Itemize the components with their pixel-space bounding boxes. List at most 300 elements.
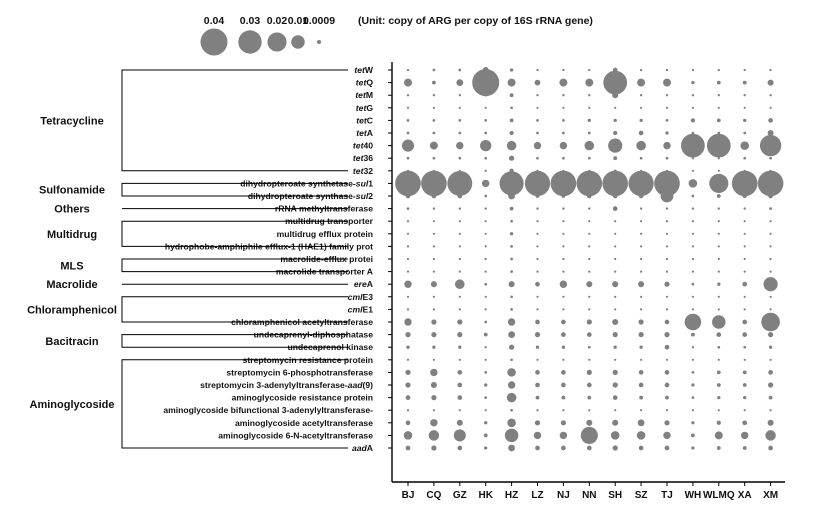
bubble-cmle1-sh xyxy=(614,308,616,310)
bubble-streptomycin-6-phosphotransferase-nn xyxy=(587,370,592,375)
bubble-streptomycin-3-adenylyltransferase-aad-9-wh xyxy=(691,383,694,386)
bubble-aminoglycoside-bifunctional-3-adenylyltransferase-bj xyxy=(407,409,409,411)
bubble-tetg-lz xyxy=(536,107,538,109)
bubble-macrolide-efflux-protei-nj xyxy=(562,258,564,260)
bubble-rrna-methyltransferase-wh xyxy=(692,207,694,209)
bubble-dihydropteroate-synthase-sul2-gz xyxy=(457,194,462,199)
bubble-erea-sz xyxy=(638,281,644,287)
bubble-streptomycin-3-adenylyltransferase-aad-9-cq xyxy=(431,382,437,388)
bubble-streptomycin-3-adenylyltransferase-aad-9-sh xyxy=(613,382,618,387)
bubble-streptomycin-3-adenylyltransferase-aad-9-tj xyxy=(665,383,670,388)
bubble-aminoglycoside-resistance-protein-nn xyxy=(587,396,591,400)
bubble-dihydropteroate-synthetase-sul1-xa xyxy=(732,171,758,197)
bubble-streptomycin-resistance-protein-hk xyxy=(485,359,487,361)
row-label-tet32: tet32 xyxy=(352,165,373,176)
bubble-aminoglycoside-bifunctional-3-adenylyltransferase-wh xyxy=(692,409,694,411)
bubble-macrolide-transporter-a-wlmq xyxy=(718,271,720,273)
bubble-aminoglycoside-resistance-protein-wh xyxy=(692,396,695,399)
bubble-tetm-hk xyxy=(484,94,487,97)
bubble-chloramphenicol-acetyltransferase-cq xyxy=(431,319,436,324)
bubble-aminoglycoside-acetyltransferase-wh xyxy=(691,421,694,424)
bubble-streptomycin-3-adenylyltransferase-aad-9-nn xyxy=(587,383,592,388)
row-label-tetw: tetW xyxy=(354,65,373,75)
bubble-hydrophobe-amphiphile-efflux-1-hae1-family-prot-hz xyxy=(510,245,513,248)
bubble-tetw-xm xyxy=(769,69,771,71)
bubble-streptomycin-3-adenylyltransferase-aad-9-sz xyxy=(639,383,644,388)
bubble-chloramphenicol-acetyltransferase-sz xyxy=(638,319,643,324)
bubble-undecaprenyl-diphosphatase-xm xyxy=(768,332,773,337)
bubble-tetw-nj xyxy=(562,69,564,71)
bubble-dihydropteroate-synthase-sul2-nj xyxy=(561,194,565,198)
bubble-multidrug-efflux-protein-sz xyxy=(640,233,642,235)
bubble-tetq-nj xyxy=(559,79,567,87)
bubble-aminoglycoside-6-n-acetyltransferase-xm xyxy=(765,430,775,440)
bubble-undecaprenyl-diphosphatase-cq xyxy=(431,332,436,337)
column-label-hz: HZ xyxy=(504,490,519,501)
bubble-cmle1-wh xyxy=(692,308,694,310)
bubble-tetw-nn xyxy=(588,69,590,71)
bubble-undecaprenol-kinase-nn xyxy=(588,346,591,349)
bubble-streptomycin-resistance-protein-xa xyxy=(744,359,746,361)
bubble-tetc-sz xyxy=(639,119,642,122)
bubble-macrolide-transporter-a-xm xyxy=(770,271,772,273)
bubble-tetg-sh xyxy=(614,107,616,109)
bubble-aada-cq xyxy=(431,445,436,450)
bubble-tetg-hk xyxy=(485,107,487,109)
bubble-macrolide-transporter-a-gz xyxy=(459,271,461,273)
bubble-chloramphenicol-acetyltransferase-lz xyxy=(535,320,540,325)
bubble-dihydropteroate-synthase-sul2-xa xyxy=(743,194,747,198)
group-label-mls: MLS xyxy=(60,260,84,273)
column-label-wh: WH xyxy=(684,490,702,501)
bubble-aada-wh xyxy=(691,446,694,449)
bubble-tet40-tj xyxy=(663,142,670,149)
bubble-tetm-cq xyxy=(433,94,435,96)
bubble-aminoglycoside-bifunctional-3-adenylyltransferase-gz xyxy=(459,409,461,411)
bubble-aminoglycoside-6-n-acetyltransferase-sh xyxy=(611,431,620,440)
bubble-tetg-xa xyxy=(744,107,746,109)
bubble-tetg-tj xyxy=(666,107,668,109)
bubble-macrolide-transporter-a-bj xyxy=(407,271,409,273)
bubble-multidrug-efflux-protein-nj xyxy=(562,233,564,235)
bubble-erea-hz xyxy=(509,281,515,287)
bubble-tetq-wlmq xyxy=(717,81,721,85)
bubble-hydrophobe-amphiphile-efflux-1-hae1-family-prot-wlmq xyxy=(718,245,720,247)
bubble-tet40-gz xyxy=(456,142,463,149)
row-label-tet40: tet40 xyxy=(352,140,373,151)
bubble-tetw-tj xyxy=(666,69,668,71)
bubble-chloramphenicol-acetyltransferase-sh xyxy=(612,319,618,325)
row-label-dihydropteroate-synthetase-sul1: dihydropteroate synthetase-sul1 xyxy=(240,178,373,189)
bubble-dihydropteroate-synthase-sul2-hk xyxy=(484,195,487,198)
bubble-streptomycin-resistance-protein-wlmq xyxy=(718,359,720,361)
bubble-hydrophobe-amphiphile-efflux-1-hae1-family-prot-gz xyxy=(459,245,461,247)
bubble-aminoglycoside-bifunctional-3-adenylyltransferase-cq xyxy=(433,409,435,411)
group-label-macrolide: Macrolide xyxy=(46,279,98,292)
bubble-tetm-wh xyxy=(692,94,694,96)
bubble-hydrophobe-amphiphile-efflux-1-hae1-family-prot-xa xyxy=(744,245,746,247)
bubble-dihydropteroate-synthetase-sul1-sh xyxy=(602,171,628,197)
bubble-teta-lz xyxy=(536,132,539,135)
bubble-dihydropteroate-synthetase-sul1-lz xyxy=(525,171,550,196)
bubble-macrolide-transporter-a-nn xyxy=(588,271,590,273)
bubble-undecaprenol-kinase-nj xyxy=(562,346,565,349)
bubble-cmle3-tj xyxy=(666,296,668,298)
bubble-tet32-wh xyxy=(692,170,694,172)
bubble-cmle3-xm xyxy=(770,296,772,298)
bubble-cmle1-wlmq xyxy=(718,308,720,310)
bubble-aminoglycoside-resistance-protein-gz xyxy=(457,395,462,400)
bubble-streptomycin-6-phosphotransferase-sh xyxy=(613,370,618,375)
bubble-chloramphenicol-acetyltransferase-tj xyxy=(665,320,670,325)
bubble-cmle3-cq xyxy=(433,296,435,298)
bubble-tetq-sz xyxy=(637,79,645,87)
bubble-hydrophobe-amphiphile-efflux-1-hae1-family-prot-tj xyxy=(666,245,668,247)
bubble-aminoglycoside-resistance-protein-hz xyxy=(507,393,517,403)
bubble-erea-lz xyxy=(535,282,540,287)
bubble-tet36-hz xyxy=(509,156,514,161)
bubble-tetg-hz xyxy=(510,106,513,109)
bubble-aminoglycoside-6-n-acetyltransferase-nn xyxy=(581,427,598,444)
legend-bubble-4 xyxy=(317,40,321,44)
bubble-macrolide-efflux-protei-gz xyxy=(459,258,461,260)
bubble-tetq-wh xyxy=(691,81,694,84)
bubble-tetq-hk xyxy=(472,69,499,96)
bubble-teta-hz xyxy=(509,131,513,135)
bubble-tetg-xm xyxy=(770,107,772,109)
bubble-cmle3-wlmq xyxy=(718,296,720,298)
bubble-tetg-cq xyxy=(433,107,435,109)
bubble-aminoglycoside-6-n-acetyltransferase-lz xyxy=(534,432,541,439)
bubble-dihydropteroate-synthetase-sul1-wh xyxy=(689,179,698,188)
bubble-dihydropteroate-synthetase-sul1-nn xyxy=(576,171,602,197)
bubble-multidrug-efflux-protein-bj xyxy=(407,233,409,235)
bubble-multidrug-efflux-protein-gz xyxy=(459,233,461,235)
bubble-tet40-xm xyxy=(760,135,781,156)
bubble-hydrophobe-amphiphile-efflux-1-hae1-family-prot-hk xyxy=(485,245,487,247)
bubble-cmle1-hk xyxy=(485,308,487,310)
bubble-aminoglycoside-resistance-protein-tj xyxy=(665,396,669,400)
bubble-tet36-xa xyxy=(743,157,746,160)
bubble-dihydropteroate-synthetase-sul1-xm xyxy=(758,171,784,197)
bubble-tetq-gz xyxy=(456,79,463,86)
column-label-bj: BJ xyxy=(401,490,415,501)
bubble-macrolide-transporter-a-sh xyxy=(614,271,616,273)
bubble-aminoglycoside-bifunctional-3-adenylyltransferase-nn xyxy=(588,409,590,411)
bubble-undecaprenol-kinase-lz xyxy=(536,346,539,349)
bubble-erea-bj xyxy=(404,281,411,288)
bubble-multidrug-transporter-hk xyxy=(485,220,487,222)
row-label-tetg: tetG xyxy=(355,102,373,113)
bubble-streptomycin-6-phosphotransferase-wlmq xyxy=(717,370,721,374)
bubble-aminoglycoside-6-n-acetyltransferase-tj xyxy=(663,432,670,439)
bubble-multidrug-transporter-tj xyxy=(666,220,668,222)
bubble-rrna-methyltransferase-sz xyxy=(640,207,642,209)
bubble-tetg-bj xyxy=(407,107,409,109)
bubble-teta-bj xyxy=(407,132,410,135)
bubble-tetc-wh xyxy=(691,118,695,122)
group-label-aminoglycoside: Aminoglycoside xyxy=(29,398,115,411)
bubble-teta-xa xyxy=(743,132,746,135)
bubble-chloramphenicol-acetyltransferase-xa xyxy=(742,320,747,325)
bubble-chloramphenicol-acetyltransferase-xm xyxy=(761,313,780,332)
bubble-undecaprenyl-diphosphatase-hk xyxy=(484,333,488,337)
bubble-tetm-hz xyxy=(510,93,514,97)
bubble-cmle1-bj xyxy=(407,308,409,310)
bubble-cmle1-lz xyxy=(536,308,538,310)
bubble-undecaprenyl-diphosphatase-wlmq xyxy=(716,332,721,337)
bubble-teta-cq xyxy=(433,132,436,135)
legend-bubble-2 xyxy=(267,32,286,51)
bubble-macrolide-transporter-a-wh xyxy=(692,271,694,273)
bubble-tet36-nn xyxy=(588,157,591,160)
bubble-undecaprenol-kinase-bj xyxy=(406,346,409,349)
legend-label-0: 0.04 xyxy=(203,15,225,27)
bubble-streptomycin-3-adenylyltransferase-aad-9-wlmq xyxy=(717,383,721,387)
bubble-hydrophobe-amphiphile-efflux-1-hae1-family-prot-nj xyxy=(562,245,564,247)
bubble-aminoglycoside-acetyltransferase-gz xyxy=(457,420,463,426)
bubble-streptomycin-resistance-protein-xm xyxy=(770,359,772,361)
bubble-streptomycin-resistance-protein-nn xyxy=(588,359,590,361)
bubble-rrna-methyltransferase-wlmq xyxy=(718,207,720,209)
bubble-tet40-bj xyxy=(402,140,414,152)
bubble-tet36-lz xyxy=(536,157,539,160)
bubble-undecaprenol-kinase-wh xyxy=(692,346,694,348)
bubble-tet40-xa xyxy=(740,141,749,150)
bubble-multidrug-efflux-protein-sh xyxy=(614,233,616,235)
bubble-undecaprenyl-diphosphatase-nj xyxy=(561,332,566,337)
column-label-nj: NJ xyxy=(557,490,570,501)
bubble-aminoglycoside-acetyltransferase-sz xyxy=(638,419,645,426)
column-label-gz: GZ xyxy=(452,490,467,501)
bubble-tet36-xm xyxy=(769,157,772,160)
bubble-aminoglycoside-6-n-acetyltransferase-cq xyxy=(429,430,439,440)
bubble-aminoglycoside-6-n-acetyltransferase-bj xyxy=(404,431,413,440)
bubble-dihydropteroate-synthase-sul2-tj xyxy=(661,190,674,203)
column-label-xa: XA xyxy=(737,490,752,501)
bubble-erea-nn xyxy=(586,281,592,287)
bubble-cmle3-bj xyxy=(407,296,409,298)
bubble-multidrug-transporter-bj xyxy=(407,220,409,222)
bubble-tet40-lz xyxy=(534,142,541,149)
column-label-sh: SH xyxy=(608,490,623,501)
bubble-tetm-tj xyxy=(666,94,668,96)
bubble-cmle1-tj xyxy=(666,308,668,310)
bubble-aada-tj xyxy=(665,446,670,451)
bubble-aminoglycoside-resistance-protein-sh xyxy=(613,395,618,400)
bubble-tet40-sz xyxy=(636,141,646,151)
bubble-tet40-hz xyxy=(507,141,517,151)
bubble-tetm-bj xyxy=(407,94,409,96)
bubble-cmle3-sh xyxy=(614,296,616,298)
bubble-aminoglycoside-acetyltransferase-xa xyxy=(742,420,747,425)
row-label-tetc: tetC xyxy=(356,115,373,126)
bubble-tetc-sh xyxy=(614,119,617,122)
legend-label-1: 0.03 xyxy=(239,15,261,27)
bubble-erea-xa xyxy=(742,282,747,287)
bubble-tetc-tj xyxy=(666,119,669,122)
bubble-streptomycin-3-adenylyltransferase-aad-9-lz xyxy=(535,383,540,388)
bubble-cmle3-xa xyxy=(744,296,746,298)
column-label-tj: TJ xyxy=(661,490,673,501)
bubble-tet36-bj xyxy=(407,157,410,160)
legend-label-3: 0.01 xyxy=(287,15,309,27)
bubble-cmle1-cq xyxy=(433,308,435,310)
bubble-multidrug-transporter-lz xyxy=(536,220,538,222)
bubble-aminoglycoside-bifunctional-3-adenylyltransferase-nj xyxy=(562,409,564,411)
bubble-dihydropteroate-synthase-sul2-bj xyxy=(406,194,411,199)
bubble-tetc-xm xyxy=(768,118,773,123)
bubble-tetc-nj xyxy=(562,119,565,122)
bubble-multidrug-efflux-protein-xa xyxy=(744,233,746,235)
bubble-undecaprenyl-diphosphatase-wh xyxy=(691,333,695,337)
bubble-aada-nn xyxy=(587,446,592,451)
bubble-streptomycin-resistance-protein-sz xyxy=(640,359,642,361)
bubble-dihydropteroate-synthetase-sul1-bj xyxy=(395,171,421,197)
bubble-aminoglycoside-bifunctional-3-adenylyltransferase-lz xyxy=(536,409,538,411)
row-label-multidrug-transporter: multidrug transporter xyxy=(285,216,373,227)
bubble-streptomycin-6-phosphotransferase-hk xyxy=(484,371,487,374)
bubble-tetm-nn xyxy=(588,94,590,96)
bubble-tetq-tj xyxy=(663,79,671,87)
bubble-erea-wlmq xyxy=(717,283,720,286)
bubble-teta-gz xyxy=(458,132,461,135)
bubble-aminoglycoside-bifunctional-3-adenylyltransferase-sz xyxy=(640,409,642,411)
bubble-undecaprenyl-diphosphatase-sz xyxy=(638,332,643,337)
bubble-tetg-nj xyxy=(562,107,564,109)
bubble-aminoglycoside-acetyltransferase-tj xyxy=(664,420,669,425)
bubble-aada-sh xyxy=(613,445,618,450)
bubble-hydrophobe-amphiphile-efflux-1-hae1-family-prot-nn xyxy=(588,245,590,247)
bubble-undecaprenol-kinase-xa xyxy=(743,346,746,349)
bubble-tetw-sz xyxy=(640,69,642,71)
bubble-aminoglycoside-resistance-protein-xm xyxy=(769,396,773,400)
bubble-undecaprenyl-diphosphatase-xa xyxy=(742,332,747,337)
bubble-tet36-wh xyxy=(692,157,694,159)
bubble-macrolide-efflux-protei-xm xyxy=(770,258,772,260)
bubble-multidrug-efflux-protein-hk xyxy=(485,233,487,235)
bubble-undecaprenyl-diphosphatase-gz xyxy=(457,332,462,337)
bubble-tet36-wlmq xyxy=(718,157,720,159)
bubble-streptomycin-resistance-protein-cq xyxy=(433,359,435,361)
bubble-tetc-nn xyxy=(588,119,591,122)
bubble-tet32-wlmq xyxy=(718,170,720,172)
bubble-aada-xm xyxy=(768,446,773,451)
bubble-multidrug-efflux-protein-xm xyxy=(770,233,772,235)
bubble-streptomycin-resistance-protein-hz xyxy=(510,358,513,361)
bubble-multidrug-transporter-cq xyxy=(433,220,435,222)
bubble-undecaprenyl-diphosphatase-lz xyxy=(535,332,540,337)
bubble-aminoglycoside-resistance-protein-bj xyxy=(406,395,411,400)
bubble-undecaprenol-kinase-sh xyxy=(614,346,617,349)
bubble-tetg-wlmq xyxy=(718,107,720,109)
bubble-aada-hz xyxy=(508,445,515,452)
bubble-undecaprenol-kinase-wlmq xyxy=(717,346,720,349)
bubble-cmle3-hk xyxy=(485,296,487,298)
bubble-cmle1-xa xyxy=(744,308,746,310)
bubble-chloramphenicol-acetyltransferase-wlmq xyxy=(712,315,726,329)
bubble-macrolide-efflux-protei-bj xyxy=(407,258,409,260)
bubble-undecaprenol-kinase-tj xyxy=(665,345,670,350)
row-label-tetq: tetQ xyxy=(355,77,373,88)
bubble-teta-nj xyxy=(562,132,565,135)
bubble-erea-hk xyxy=(484,283,487,286)
bubble-tetw-wlmq xyxy=(718,69,720,71)
bubble-dihydropteroate-synthase-sul2-lz xyxy=(536,194,540,198)
bubble-macrolide-efflux-protei-tj xyxy=(666,258,668,260)
bubble-chloramphenicol-acetyltransferase-hk xyxy=(484,321,487,324)
bubble-teta-tj xyxy=(665,131,668,134)
bubble-dihydropteroate-synthase-sul2-sh xyxy=(613,194,618,199)
bubble-undecaprenol-kinase-hz xyxy=(509,345,514,350)
row-label-streptomycin-6-phosphotransferase: streptomycin 6-phosphotransferase xyxy=(226,367,373,378)
bubble-teta-hk xyxy=(484,132,487,135)
group-bracket-tetracycline xyxy=(122,70,348,171)
bubble-streptomycin-resistance-protein-tj xyxy=(666,359,668,361)
bubble-erea-xm xyxy=(764,277,778,291)
group-label-bacitracin: Bacitracin xyxy=(45,335,99,348)
row-label-aminoglycoside-6-n-acetyltransferase: aminoglycoside 6-N-acetyltransferase xyxy=(218,430,373,441)
bubble-tet36-gz xyxy=(458,157,461,160)
bubble-aminoglycoside-6-n-acetyltransferase-wh xyxy=(691,433,695,437)
bubble-streptomycin-6-phosphotransferase-bj xyxy=(405,370,410,375)
column-label-wlmq: WLMQ xyxy=(702,490,735,501)
bubble-dihydropteroate-synthetase-sul1-wlmq xyxy=(709,174,728,193)
bubble-cmle1-nj xyxy=(562,308,564,310)
row-label-hydrophobe-amphiphile-efflux-1-hae1-family-prot: hydrophobe-amphiphile efflux-1 (HAE1) family prot xyxy=(164,241,373,252)
bubble-tetc-wlmq xyxy=(717,118,721,122)
bubble-tetg-nn xyxy=(588,107,590,109)
column-label-hk: HK xyxy=(478,490,493,501)
bubble-streptomycin-3-adenylyltransferase-aad-9-nj xyxy=(561,383,566,388)
bubble-tetq-sh xyxy=(603,71,627,95)
bubble-undecaprenol-kinase-xm xyxy=(769,346,772,349)
bubble-undecaprenyl-diphosphatase-nn xyxy=(587,332,592,337)
bubble-hydrophobe-amphiphile-efflux-1-hae1-family-prot-cq xyxy=(433,245,435,247)
bubble-tet40-wh xyxy=(681,134,705,158)
bubble-aada-wlmq xyxy=(717,446,721,450)
column-label-lz: LZ xyxy=(531,490,544,501)
bubble-dihydropteroate-synthase-sul2-wlmq xyxy=(717,194,721,198)
bubble-tet40-nn xyxy=(585,141,595,151)
row-label-aminoglycoside-acetyltransferase: aminoglycoside acetyltransferase xyxy=(234,417,373,428)
bubble-macrolide-efflux-protei-sz xyxy=(640,258,642,260)
bubble-macrolide-transporter-a-hz xyxy=(510,270,513,273)
bubble-multidrug-transporter-wlmq xyxy=(718,220,720,222)
row-label-erea: ereA xyxy=(353,279,373,290)
bubble-multidrug-transporter-nj xyxy=(562,220,564,222)
bubble-streptomycin-6-phosphotransferase-nj xyxy=(561,370,566,375)
bubble-cmle1-gz xyxy=(459,308,461,310)
group-label-sulfonamide: Sulfonamide xyxy=(38,184,106,197)
bubble-multidrug-transporter-hz xyxy=(510,220,513,223)
bubble-tetm-xm xyxy=(769,94,771,96)
bubble-macrolide-efflux-protei-xa xyxy=(744,258,746,260)
bubble-tetq-bj xyxy=(404,79,412,87)
bubble-macrolide-efflux-protei-sh xyxy=(614,258,616,260)
bubble-tetm-gz xyxy=(459,94,461,96)
row-label-multidrug-efflux-protein: multidrug efflux protein xyxy=(276,228,373,239)
bubble-tetw-wh xyxy=(692,69,694,71)
bubble-macrolide-transporter-a-sz xyxy=(640,271,642,273)
bubble-streptomycin-3-adenylyltransferase-aad-9-hz xyxy=(508,381,515,388)
bubble-tet40-nj xyxy=(560,142,567,149)
bubble-macrolide-efflux-protei-cq xyxy=(433,258,435,260)
unit-note: (Unit: copy of ARG per copy of 16S rRNA gene) xyxy=(358,15,593,27)
bubble-macrolide-efflux-protei-nn xyxy=(588,258,590,260)
bubble-erea-cq xyxy=(431,281,437,287)
legend-bubble-0 xyxy=(201,29,228,56)
